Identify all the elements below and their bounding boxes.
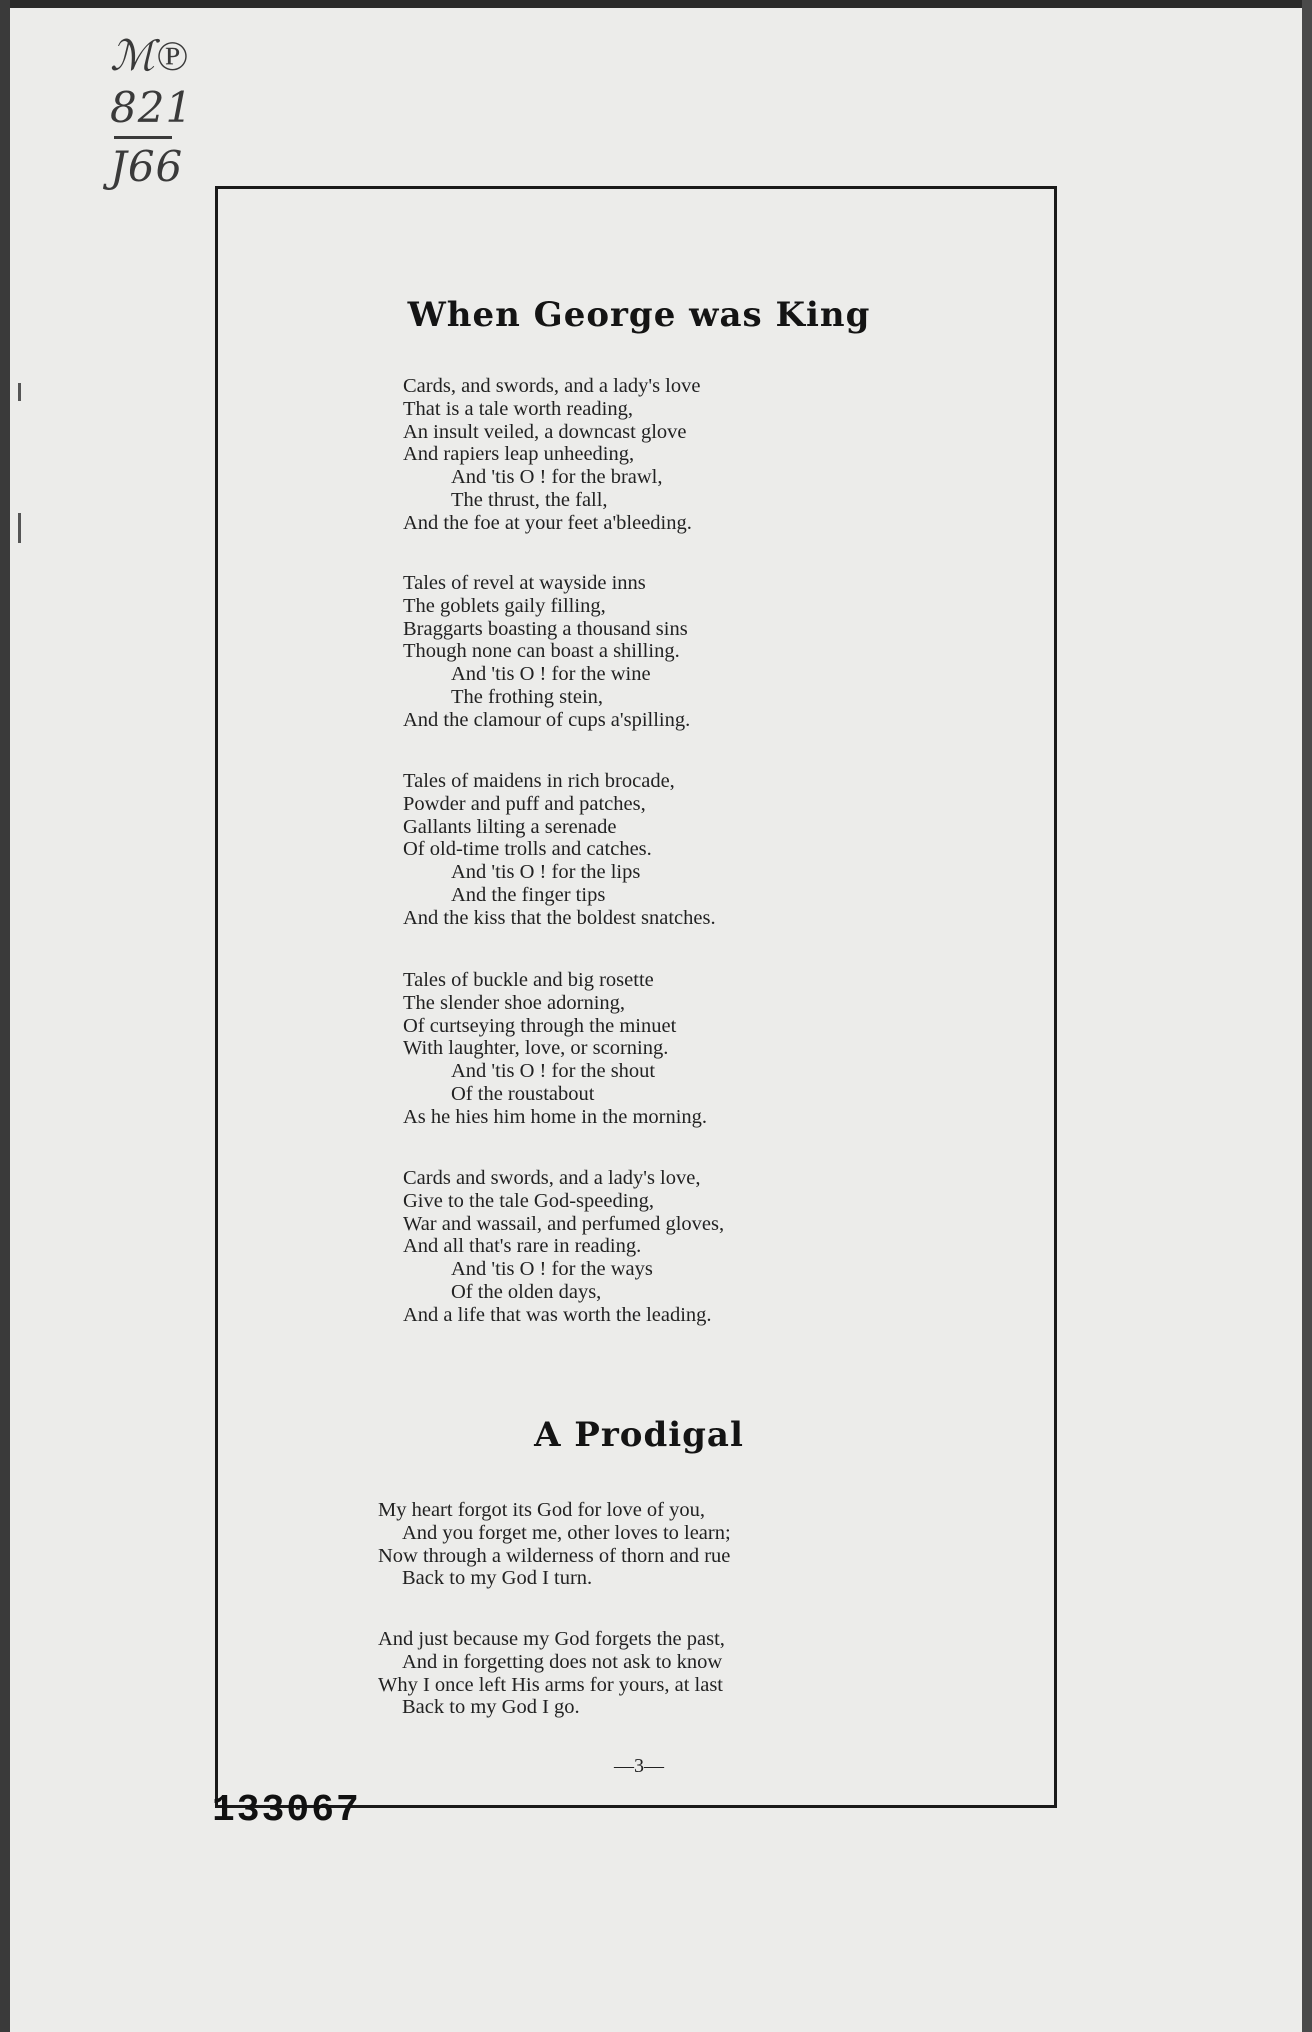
stanza [403, 969, 707, 1129]
verse-line: Cards, and swords, and a lady's love [403, 375, 701, 397]
accession-stamp: 133067 [212, 1789, 361, 1832]
call-number-line: 821 [110, 83, 194, 132]
verse-line: And 'tis O ! for the wine [451, 663, 651, 686]
verse-line: Of old-time trolls and catches. [403, 838, 652, 861]
stanza [378, 1628, 725, 1719]
verse-line: An insult veiled, a downcast glove [403, 420, 687, 443]
verse-line: Powder and puff and patches, [403, 792, 646, 815]
verse-line: And just because my God forgets the past, [378, 1628, 725, 1650]
verse-line: My heart forgot its God for love of you, [378, 1499, 705, 1521]
verse-line: As he hies him home in the morning. [403, 1105, 708, 1128]
scan-edge-top [0, 0, 1312, 8]
verse-line: And rapiers leap unheeding, [403, 443, 635, 466]
stanza [403, 375, 700, 535]
verse-line: Give to the tale God-speeding, [403, 1189, 655, 1212]
verse-line: And 'tis O ! for the ways [451, 1258, 653, 1281]
verse-line: And in forgetting does not ask to know [402, 1650, 723, 1673]
stanza [403, 1167, 724, 1327]
stanza [378, 1499, 731, 1590]
verse-line: War and wassail, and perfumed gloves, [403, 1212, 725, 1235]
verse-line: And you forget me, other loves to learn; [402, 1521, 731, 1544]
call-number-line: J66 [110, 142, 184, 191]
page-number: —3— [614, 1755, 664, 1777]
verse-line: And 'tis O ! for the lips [451, 861, 641, 884]
verse-line: Of curtseying through the minuet [403, 1014, 677, 1037]
verse-line: Now through a wilderness of thorn and rue [378, 1544, 731, 1567]
verse-line: The thrust, the fall, [451, 488, 608, 511]
verse-line: Braggarts boasting a thousand sins [403, 617, 688, 640]
verse-line: And all that's rare in reading. [403, 1235, 642, 1258]
verse-line: Tales of buckle and big rosette [403, 969, 654, 991]
verse-line: Cards and swords, and a lady's love, [403, 1167, 701, 1189]
call-number-line: ℳ℗ [110, 31, 189, 80]
verse-line: And the kiss that the boldest snatches. [403, 906, 716, 929]
poem-frame [215, 186, 1057, 1808]
verse-line: And the foe at your feet a'bleeding. [403, 511, 692, 534]
verse-line: Tales of revel at wayside inns [403, 572, 646, 594]
verse-line: Why I once left His arms for yours, at last [378, 1673, 723, 1696]
verse-line: Though none can boast a shilling. [403, 640, 680, 663]
verse-line: The frothing stein, [451, 685, 604, 708]
poem-title: When George was King [407, 295, 871, 335]
handwritten-call-number [110, 30, 193, 193]
verse-line: And 'tis O ! for the brawl, [451, 466, 663, 489]
scan-edge-left [0, 0, 10, 2032]
verse-line: And the clamour of cups a'spilling. [403, 708, 691, 731]
verse-line: That is a tale worth reading, [403, 397, 633, 420]
margin-mark [18, 383, 21, 401]
verse-line: And the finger tips [451, 883, 606, 906]
verse-line: Back to my God I go. [402, 1696, 580, 1719]
margin-mark [18, 513, 21, 543]
verse-line: With laughter, love, or scorning. [403, 1037, 669, 1060]
verse-line: The slender shoe adorning, [403, 991, 626, 1014]
verse-line: Tales of maidens in rich brocade, [403, 770, 675, 792]
verse-line: Of the olden days, [451, 1280, 602, 1303]
verse-line: Back to my God I turn. [402, 1567, 593, 1590]
verse-line: And 'tis O ! for the shout [451, 1060, 656, 1083]
stanza [403, 770, 716, 930]
poem-title: A Prodigal [534, 1415, 744, 1455]
scan-edge-right [1302, 0, 1312, 2032]
verse-line: Of the roustabout [451, 1082, 595, 1105]
verse-line: Gallants lilting a serenade [403, 815, 617, 838]
verse-line: And a life that was worth the leading. [403, 1303, 712, 1326]
stanza [403, 572, 690, 732]
call-number-rule [114, 136, 172, 139]
verse-line: The goblets gaily filling, [403, 594, 606, 617]
